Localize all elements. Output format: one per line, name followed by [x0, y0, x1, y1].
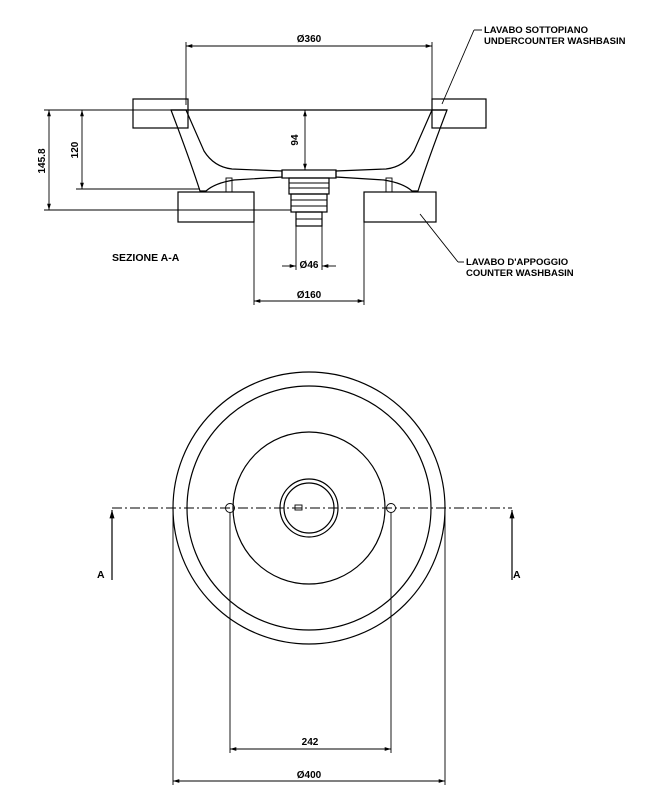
- dim-drain-diameter: Ø46: [299, 260, 319, 271]
- note-undercounter-it: LAVABO SOTTOPIANO: [484, 25, 588, 36]
- dim-top-diameter: Ø360: [296, 34, 322, 45]
- basin-shell-right: [336, 110, 447, 191]
- dim-height-120: 120: [70, 141, 81, 159]
- drain-thread: [291, 194, 327, 212]
- note-undercounter-en: UNDERCOUNTER WASHBASIN: [484, 36, 626, 47]
- drain-center-mark: [295, 505, 302, 510]
- plan-view: [97, 372, 521, 785]
- note-counter-it: LAVABO D'APPOGGIO: [466, 257, 569, 268]
- counter-slab-bottom-right: [364, 192, 436, 222]
- dim-inner-depth: 94: [290, 134, 301, 146]
- counter-slab-top-left: [133, 99, 188, 128]
- counter-slab-top-right: [432, 99, 486, 128]
- dim-height-total: 145.8: [37, 148, 48, 174]
- section-view: [37, 25, 626, 305]
- section-marker-right: A: [513, 569, 521, 581]
- bowl-bottom-circle: [233, 432, 385, 584]
- section-marker-left: A: [97, 569, 105, 581]
- drain-top: [282, 170, 336, 178]
- drain-inner-circle: [284, 483, 334, 533]
- counter-slab-bottom-left: [178, 192, 254, 222]
- dim-base-diameter: Ø160: [296, 290, 322, 301]
- section-label: SEZIONE A-A: [112, 252, 180, 264]
- dim-outer-diameter: Ø400: [296, 770, 322, 781]
- dim-holes-spacing: 242: [301, 737, 319, 748]
- drain-body: [289, 178, 329, 194]
- note-counter-en: COUNTER WASHBASIN: [466, 268, 574, 279]
